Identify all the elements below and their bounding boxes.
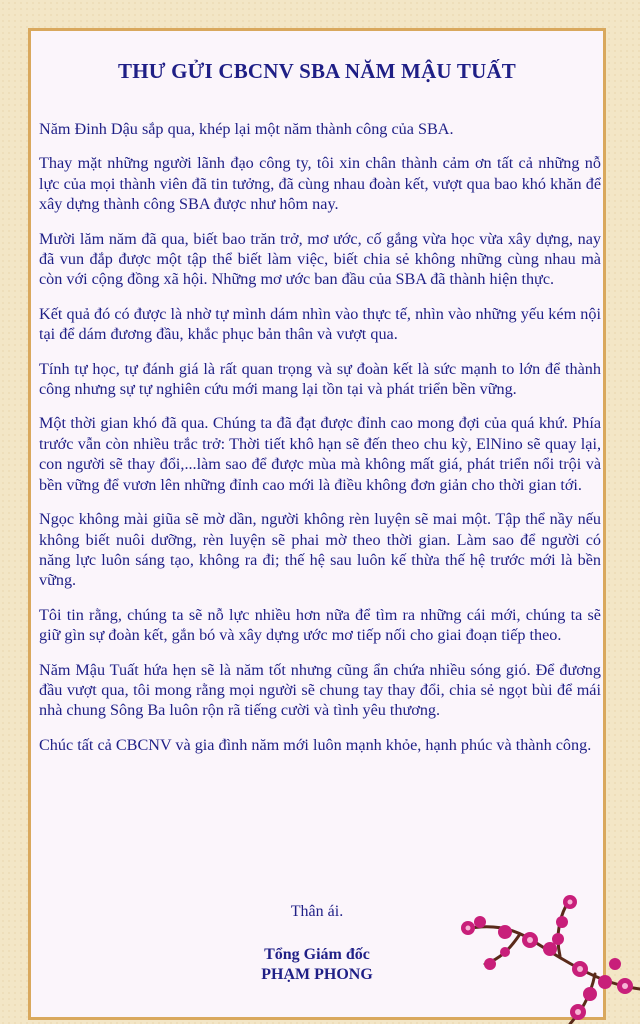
- paragraph-9: Năm Mậu Tuất hứa hẹn sẽ là năm tốt nhưng cũng ẩn chứa nhiều sóng gió. Để đương đầu vượt qua, tôi mong rằng mọi người sẽ chung tay thay đổi, chia sẻ ngọt bùi để mái nhà chung Sông Ba luôn rộn rã tiếng cười và tình yêu thương.: [39, 660, 601, 720]
- paragraph-6: Một thời gian khó đã qua. Chúng ta đã đạt được đỉnh cao mong đợi của quá khứ. Phía trước vẫn còn nhiều trắc trở: Thời tiết khô hạn sẽ đến theo chu kỳ, ElNino sẽ quay lại, con người sẽ thay đổi,...làm sao để được mùa mà không mất giá, phát triển nổi trội và bền vững để vươn lên những đỉnh cao mới là điều không đơn giản cho thời gian tới.: [39, 414, 601, 494]
- paragraph-1: Năm Đinh Dậu sắp qua, khép lại một năm thành công của SBA.: [39, 120, 454, 138]
- closing-text: Thân ái.: [290, 903, 344, 920]
- letter-body: [39, 119, 601, 769]
- paragraph-2: Thay mặt những người lãnh đạo công ty, tôi xin chân thành cảm ơn tất cả những nỗ lực của mọi thành viên đã tin tưởng, đã cùng nhau đoàn kết, vượt qua bao khó khăn để xây dựng thành công SBA được như hôm nay.: [39, 154, 601, 214]
- letter-title: THƯ GỬI CBCNV SBA NĂM MẬU TUẤT: [117, 59, 517, 83]
- signer-name: PHẠM PHONG: [261, 966, 373, 983]
- paragraph-10: Chúc tất cả CBCNV và gia đình năm mới luôn mạnh khỏe, hạnh phúc và thành công.: [39, 735, 592, 754]
- paragraph-5: Tính tự học, tự đánh giá là rất quan trọng và sự đoàn kết là sức mạnh to lớn để thành công nhưng sự tự nghiên cứu mới mang lại tồn tại và phát triển bền vững.: [39, 359, 601, 399]
- paragraph-7: Ngọc không mài giũa sẽ mờ dần, người không rèn luyện sẽ mai một. Tập thể nầy nếu không biết nuôi dưỡng, rèn luyện sẽ phai mờ theo thời gian. Làm sao để người có năng lực luôn sáng tạo, không ra đi; thế hệ sau luôn kế thừa thế hệ trước mới là bền vững.: [39, 510, 601, 590]
- signer-title: Tổng Giám đốc: [264, 946, 370, 963]
- letter-frame: [28, 28, 606, 1020]
- paragraph-4: Kết quả đó có được là nhờ tự mình dám nhìn vào thực tế, nhìn vào những yếu kém nội tại để dám đương đầu, khắc phục bản thân và vượt qua.: [39, 304, 601, 344]
- plum-blossom-icon: [410, 894, 640, 1024]
- paragraph-3: Mười lăm năm đã qua, biết bao trăn trở, mơ ước, cố gắng vừa học vừa xây dựng, nay đã vun đắp được một tập thể biết làm việc, biết chia sẻ không những cùng nhau mà còn với cộng đồng xã hội. Những mơ ước ban đầu của SBA đã thành hiện thực.: [39, 229, 601, 289]
- paragraph-8: Tôi tin rằng, chúng ta sẽ nỗ lực nhiều hơn nữa để tìm ra những cái mới, chúng ta sẽ giữ gìn sự đoàn kết, gắn bó và xây dựng ước mơ tiếp nối cho giai đoạn tiếp theo.: [39, 605, 601, 645]
